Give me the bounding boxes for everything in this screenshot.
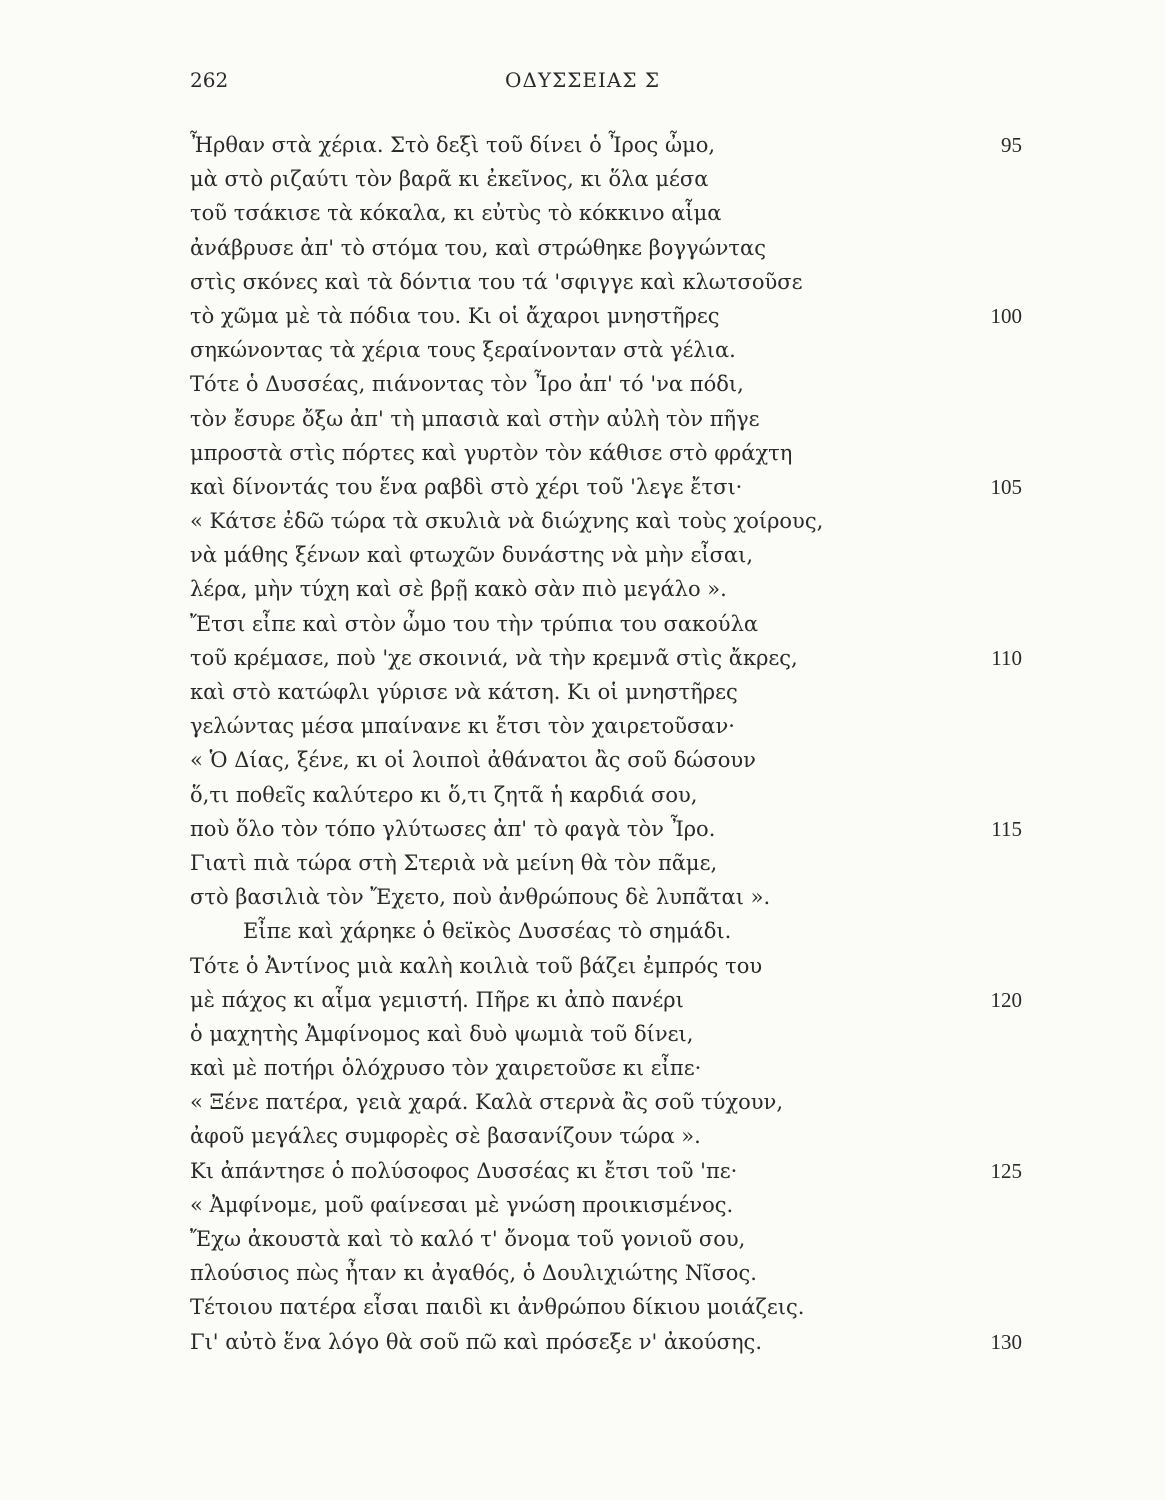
- verse-line: [0, 299, 1165, 333]
- verse-text: Κι ἀπάντησε ὁ πολύσοφος Δυσσέας κι ἔτσι τοῦ 'πε·: [190, 1158, 738, 1183]
- verse-text: τὸν ἔσυρε ὄξω ἀπ' τὴ μπασιὰ καὶ στὴν αὐλὴ τὸν πῆγε: [190, 406, 760, 431]
- poem-text: [0, 128, 1165, 1359]
- verse-text: καὶ μὲ ποτήρι ὁλόχρυσο τὸν χαιρετοῦσε κι εἶπε·: [190, 1056, 702, 1081]
- verse-line: [0, 1154, 1165, 1188]
- verse-line: [0, 504, 1165, 538]
- verse-text: « Ὁ Δίας, ξένε, κι οἱ λοιποὶ ἀθάνατοι ἂς σοῦ δώσουν: [190, 748, 756, 773]
- verse-line: [0, 1051, 1165, 1085]
- verse-line: [0, 1256, 1165, 1290]
- verse-line: [0, 1222, 1165, 1256]
- verse-text: τοῦ κρέμασε, ποὺ 'χε σκοινιά, νὰ τὴν κρεμνᾶ στὶς ἄκρες,: [190, 645, 798, 670]
- verse-line: [0, 128, 1165, 162]
- verse-text: ἀφοῦ μεγάλες συμφορὲς σὲ βασανίζουν τώρα ».: [190, 1124, 701, 1149]
- verse-line: [0, 231, 1165, 265]
- line-number: 115: [991, 816, 1022, 841]
- line-number: 100: [990, 303, 1022, 328]
- verse-text: μὰ στὸ ριζαύτι τὸν βαρᾶ κι ἐκεῖνος, κι ὅλα μέσα: [190, 167, 709, 192]
- verse-text: πλούσιος πὼς ἦταν κι ἀγαθός, ὁ Δουλιχιώτης Νῖσος.: [190, 1261, 757, 1286]
- verse-text: ὅ,τι ποθεῖς καλύτερο κι ὅ,τι ζητᾶ ἡ καρδιά σου,: [190, 782, 698, 807]
- verse-line: [0, 1017, 1165, 1051]
- verse-text: ὁ μαχητὴς Ἀμφίνομος καὶ δυὸ ψωμιὰ τοῦ δίνει,: [190, 1021, 694, 1046]
- line-number: 105: [990, 474, 1022, 499]
- line-number: 110: [991, 645, 1022, 670]
- verse-line: [0, 880, 1165, 914]
- verse-line: [0, 196, 1165, 230]
- verse-text: ἀνάβρυσε ἀπ' τὸ στόμα του, καὶ στρώθηκε βογγώντας: [190, 235, 766, 260]
- verse-line: [0, 743, 1165, 777]
- verse-line: [0, 949, 1165, 983]
- verse-text: νὰ μάθης ξένων καὶ φτωχῶν δυνάστης νὰ μὴν εἶσαι,: [190, 543, 754, 568]
- verse-text: Εἶπε καὶ χάρηκε ὁ θεϊκὸς Δυσσέας τὸ σημάδι.: [243, 919, 732, 944]
- running-title: ΟΔΥΣΣΕΙΑΣ Σ: [505, 68, 660, 92]
- line-number: 120: [990, 987, 1022, 1012]
- verse-text: « Ἀμφίνομε, μοῦ φαίνεσαι μὲ γνώση προικισμένος.: [190, 1192, 734, 1217]
- verse-text: μπροστὰ στὶς πόρτες καὶ γυρτὸν τὸν κάθισε στὸ φράχτη: [190, 440, 793, 465]
- verse-line: [0, 778, 1165, 812]
- verse-line: [0, 812, 1165, 846]
- verse-text: « Ξένε πατέρα, γειὰ χαρά. Καλὰ στερνὰ ἂς σοῦ τύχουν,: [190, 1090, 783, 1115]
- verse-line: [0, 538, 1165, 572]
- verse-line: [0, 265, 1165, 299]
- verse-line: [0, 436, 1165, 470]
- verse-text: στὸ βασιλιὰ τὸν Ἔχετο, ποὺ ἀνθρώπους δὲ λυπᾶται ».: [190, 885, 771, 910]
- verse-line: [0, 402, 1165, 436]
- verse-text: Ἔχω ἀκουστὰ καὶ τὸ καλό τ' ὄνομα τοῦ γονιοῦ σου,: [190, 1227, 746, 1251]
- verse-text: Ἔτσι εἶπε καὶ στὸν ὦμο του τὴν τρύπια του σακούλα: [190, 611, 759, 636]
- verse-line: [0, 914, 1165, 948]
- verse-line: [0, 1188, 1165, 1222]
- verse-text: στὶς σκόνες καὶ τὰ δόντια του τά 'σφιγγε καὶ κλωτσοῦσε: [190, 269, 803, 294]
- verse-line: [0, 1085, 1165, 1119]
- verse-line: [0, 709, 1165, 743]
- verse-line: [0, 367, 1165, 401]
- verse-text: τοῦ τσάκισε τὰ κόκαλα, κι εὐτὺς τὸ κόκκινο αἷμα: [190, 201, 722, 226]
- line-number: 125: [990, 1158, 1022, 1183]
- verse-text: Τότε ὁ Δυσσέας, πιάνοντας τὸν Ἶρο ἀπ' τό 'να πόδι,: [190, 372, 744, 397]
- verse-text: « Κάτσε ἐδῶ τώρα τὰ σκυλιὰ νὰ διώχνης καὶ τοὺς χοίρους,: [190, 509, 824, 534]
- verse-line: [0, 846, 1165, 880]
- verse-line: [0, 641, 1165, 675]
- line-number: 95: [1001, 133, 1022, 157]
- verse-line: [0, 1119, 1165, 1153]
- verse-line: [0, 470, 1165, 504]
- verse-text: μὲ πάχος κι αἷμα γεμιστή. Πῆρε κι ἀπὸ πανέρι: [190, 987, 684, 1012]
- verse-text: ποὺ ὅλο τὸν τόπο γλύτωσες ἀπ' τὸ φαγὰ τὸν Ἶρο.: [190, 816, 716, 841]
- verse-text: λέρα, μὴν τύχη καὶ σὲ βρῇ κακὸ σὰν πιὸ μεγάλο ».: [190, 577, 727, 602]
- verse-line: [0, 333, 1165, 367]
- page-header: [0, 68, 1165, 104]
- line-number: 130: [990, 1329, 1022, 1354]
- verse-line: [0, 675, 1165, 709]
- verse-text: Γι' αὐτὸ ἕνα λόγο θὰ σοῦ πῶ καὶ πρόσεξε ν' ἀκούσης.: [190, 1329, 762, 1354]
- verse-text: Γιατὶ πιὰ τώρα στὴ Στεριὰ νὰ μείνη θὰ τὸν πᾶμε,: [190, 850, 718, 875]
- verse-text: γελώντας μέσα μπαίνανε κι ἔτσι τὸν χαιρετοῦσαν·: [190, 714, 735, 739]
- page-number: 262: [190, 68, 229, 92]
- verse-line: [0, 983, 1165, 1017]
- verse-line: [0, 572, 1165, 606]
- verse-text: Τότε ὁ Ἀντίνος μιὰ καλὴ κοιλιὰ τοῦ βάζει ἐμπρός του: [190, 953, 763, 978]
- verse-text: καὶ δίνοντάς του ἕνα ραβδὶ στὸ χέρι τοῦ 'λεγε ἔτσι·: [190, 474, 743, 499]
- verse-line: [0, 162, 1165, 196]
- verse-text: τὸ χῶμα μὲ τὰ πόδια του. Κι οἱ ἄχαροι μνηστῆρες: [190, 303, 720, 328]
- verse-text: Ἦρθαν στὰ χέρια. Στὸ δεξὶ τοῦ δίνει ὁ Ἶρος ὦμο,: [190, 133, 716, 157]
- verse-text: Τέτοιου πατέρα εἶσαι παιδὶ κι ἀνθρώπου δίκιου μοιάζεις.: [190, 1295, 805, 1320]
- verse-line: [0, 1325, 1165, 1359]
- verse-text: καὶ στὸ κατώφλι γύρισε νὰ κάτση. Κι οἱ μνηστῆρες: [190, 680, 738, 704]
- verse-line: [0, 1290, 1165, 1324]
- verse-text: σηκώνοντας τὰ χέρια τους ξεραίνονταν στὰ γέλια.: [190, 338, 736, 363]
- verse-line: [0, 607, 1165, 641]
